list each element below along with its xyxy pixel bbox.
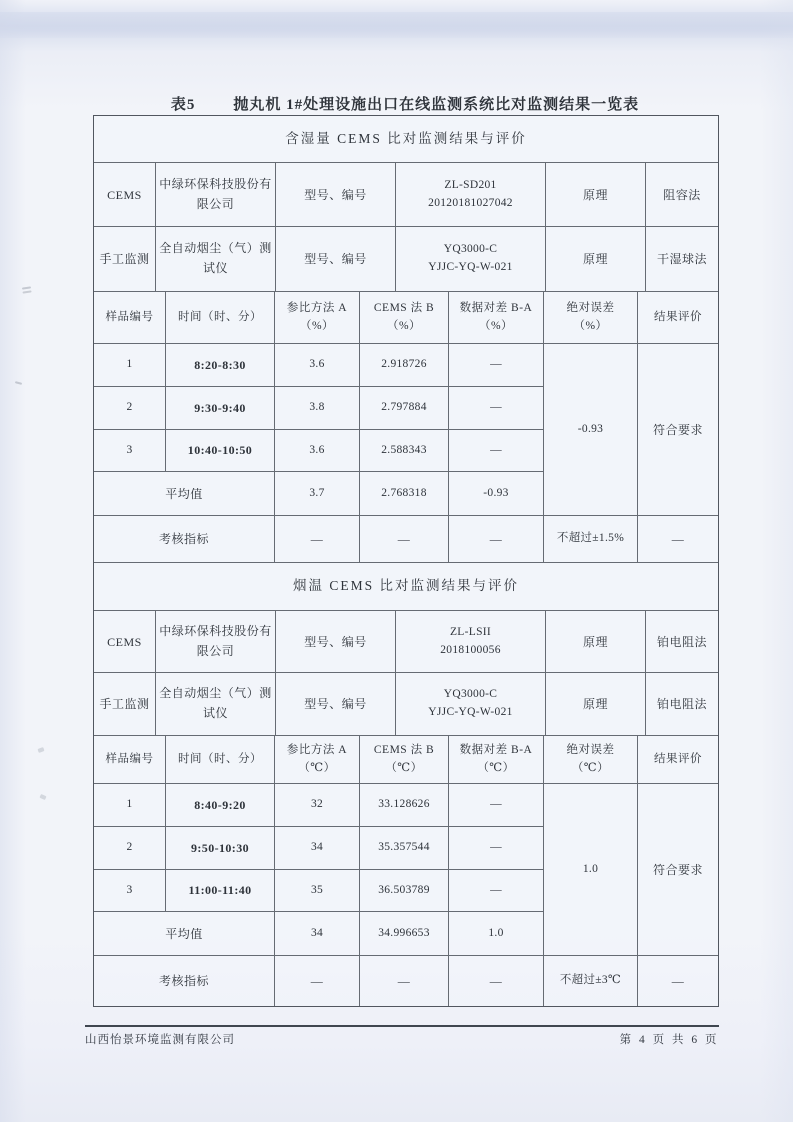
- data-row: [94, 430, 544, 473]
- model-line1: ZL-SD201: [444, 178, 497, 191]
- col-header-cems-method: [360, 292, 449, 343]
- data-row: [94, 784, 544, 827]
- cell-assessment-cems-b: —: [360, 956, 449, 1006]
- col-header-abs-error: [544, 736, 638, 783]
- col-header-data-diff: [449, 736, 544, 783]
- col-label: 绝对误差: [566, 744, 615, 757]
- col-header-cems-method: [360, 736, 449, 783]
- cell-ref-a: 32: [275, 784, 360, 826]
- column-header-row: [94, 736, 718, 784]
- cell-principle-label: 原理: [546, 611, 646, 672]
- assessment-row: [94, 956, 718, 1006]
- col-label: 绝对误差: [566, 302, 615, 315]
- footer-company: 山西怡景环境监测有限公司: [85, 1034, 235, 1046]
- col-unit: （℃）: [477, 761, 515, 774]
- equipment-row-cems: [94, 611, 718, 673]
- cell-cems-b: 2.588343: [360, 430, 449, 472]
- cell-abs-error-merged: -0.93: [544, 344, 638, 515]
- cell-system: CEMS: [94, 611, 156, 672]
- col-header-time: [166, 292, 275, 343]
- cell-model-serial: [396, 611, 546, 672]
- model-line1: YQ3000-C: [443, 243, 498, 256]
- equipment-row-manual: [94, 673, 718, 736]
- cell-assessment-result: —: [671, 974, 685, 988]
- cell-principle: 干湿球法: [656, 252, 707, 266]
- col-unit: （℃）: [298, 761, 336, 774]
- data-region: [94, 344, 718, 516]
- col-label: 结果评价: [654, 752, 702, 765]
- col-header-time: [166, 736, 275, 783]
- scan-smudge: [39, 794, 46, 800]
- cell-diff: —: [449, 387, 544, 429]
- col-label: 参比方法 A: [286, 302, 348, 315]
- cell-sample-no: 1: [94, 344, 166, 386]
- cell-model-serial: [396, 673, 546, 735]
- col-label: 参比方法 A: [286, 744, 348, 757]
- cell-assessment-criterion: 不超过±1.5%: [544, 516, 638, 562]
- scan-smudge: [37, 747, 44, 753]
- page-footer: [85, 1025, 719, 1047]
- model-line2: YJJC-YQ-W-021: [428, 706, 513, 718]
- cell-diff-avg: 1.0: [449, 912, 544, 955]
- cell-assessment-result: —: [671, 532, 685, 546]
- col-label: CEMS 法 B: [373, 744, 435, 757]
- cell-diff: —: [449, 827, 544, 869]
- data-rows-block: [94, 784, 544, 955]
- cell-evaluation-merged: 符合要求: [652, 862, 703, 877]
- data-row: [94, 344, 544, 387]
- table-title-text: 抛丸机 1#处理设施出口在线监测系统比对监测结果一览表: [233, 97, 640, 113]
- cell-ref-a-avg: 34: [275, 912, 360, 955]
- cell-model-label: 型号、编号: [276, 673, 396, 735]
- col-header-abs-error: [544, 292, 638, 343]
- cell-average-label: 平均值: [94, 912, 275, 955]
- col-header-evaluation: [638, 292, 718, 343]
- cell-sample-no: 3: [94, 430, 166, 472]
- model-line2: YJJC-YQ-W-021: [428, 261, 513, 273]
- col-unit: （%）: [478, 319, 514, 332]
- cell-principle: 铂电阻法: [656, 634, 707, 649]
- model-line1: ZL-LSII: [449, 625, 492, 638]
- equipment-row-manual: [94, 227, 718, 292]
- cell-diff: —: [449, 784, 544, 826]
- cell-assessment-diff: —: [449, 516, 544, 562]
- cell-cems-b-avg: 2.768318: [360, 472, 449, 515]
- data-row: [94, 827, 544, 870]
- cell-time: 9:30-9:40: [166, 387, 275, 429]
- cems-comparison-table: [93, 115, 719, 1007]
- scan-smudge: [15, 381, 22, 385]
- cell-vendor: 全自动烟尘（气）测试仪: [156, 227, 276, 291]
- cell-principle: 阻容法: [663, 187, 701, 202]
- col-label: 时间（时、分）: [178, 752, 262, 765]
- cell-system: 手工监测: [94, 673, 156, 735]
- cell-assessment-criterion: 不超过±3℃: [544, 956, 638, 1006]
- cell-time: 8:40-9:20: [166, 784, 275, 826]
- cell-assessment-label: 考核指标: [94, 956, 275, 1006]
- cell-vendor: 全自动烟尘（气）测试仪: [156, 673, 276, 735]
- data-rows-block: [94, 344, 544, 515]
- data-row: [94, 387, 544, 430]
- cell-ref-a: 35: [275, 870, 360, 912]
- col-label: 结果评价: [654, 310, 702, 323]
- col-unit: （%）: [299, 319, 335, 332]
- data-row: [94, 870, 544, 913]
- cell-abs-error-merged: 1.0: [544, 784, 638, 955]
- cell-model-label: 型号、编号: [276, 227, 396, 291]
- cell-sample-no: 1: [94, 784, 166, 826]
- section-header-row: [94, 116, 718, 163]
- cell-assessment-ref-a: —: [275, 956, 360, 1006]
- average-row: [94, 472, 544, 515]
- col-unit: （%）: [573, 319, 608, 332]
- cell-assessment-ref-a: —: [275, 516, 360, 562]
- cell-sample-no: 2: [94, 827, 166, 869]
- model-line1: YQ3000-C: [443, 688, 498, 701]
- cell-cems-b: 2.797884: [360, 387, 449, 429]
- cell-ref-a: 3.6: [275, 430, 360, 472]
- cell-ref-a: 3.8: [275, 387, 360, 429]
- cell-cems-b: 2.918726: [360, 344, 449, 386]
- cell-ref-a: 3.6: [275, 344, 360, 386]
- cell-time: 10:40-10:50: [166, 430, 275, 472]
- section-header-row: [94, 563, 718, 611]
- column-header-row: [94, 292, 718, 344]
- section-title: 含湿量 CEMS 比对监测结果与评价: [285, 130, 527, 146]
- equipment-row-cems: [94, 163, 718, 227]
- table-number: 表5: [170, 97, 196, 113]
- cell-diff: —: [449, 870, 544, 912]
- section-title: 烟温 CEMS 比对监测结果与评价: [292, 578, 519, 594]
- cell-model-label: 型号、编号: [276, 163, 396, 226]
- cell-ref-a: 34: [275, 827, 360, 869]
- cell-assessment-cems-b: —: [360, 516, 449, 562]
- col-label: CEMS 法 B: [373, 302, 435, 315]
- cell-sample-no: 3: [94, 870, 166, 912]
- cell-time: 9:50-10:30: [166, 827, 275, 869]
- col-header-evaluation: [638, 736, 718, 783]
- cell-assessment-label: 考核指标: [94, 516, 275, 562]
- col-label: 时间（时、分）: [178, 310, 262, 323]
- col-label: 样品编号: [105, 752, 154, 765]
- cell-cems-b: 36.503789: [360, 870, 449, 912]
- cell-principle: 铂电阻法: [656, 697, 707, 711]
- col-header-data-diff: [449, 292, 544, 343]
- col-header-ref-method: [275, 736, 360, 783]
- col-header-ref-method: [275, 292, 360, 343]
- cell-sample-no: 2: [94, 387, 166, 429]
- col-label: 数据对差 B-A: [459, 744, 533, 757]
- col-unit: （%）: [386, 319, 422, 332]
- model-line2: 20120181027042: [428, 196, 513, 209]
- page-title: [93, 93, 717, 114]
- cell-principle-label: 原理: [546, 227, 646, 291]
- data-region: [94, 784, 718, 956]
- cell-system: 手工监测: [94, 227, 156, 291]
- col-label: 样品编号: [105, 310, 154, 323]
- cell-cems-b: 33.128626: [360, 784, 449, 826]
- cell-system: CEMS: [94, 163, 156, 226]
- cell-cems-b: 35.357544: [360, 827, 449, 869]
- col-label: 数据对差 B-A: [459, 302, 533, 315]
- cell-assessment-diff: —: [449, 956, 544, 1006]
- cell-principle-label: 原理: [546, 673, 646, 735]
- cell-diff: —: [449, 344, 544, 386]
- average-row: [94, 912, 544, 955]
- cell-principle-label: 原理: [546, 163, 646, 226]
- cell-model-serial: [396, 227, 546, 291]
- cell-model-label: 型号、编号: [276, 611, 396, 672]
- cell-time: 8:20-8:30: [166, 344, 275, 386]
- scan-smudge: [22, 286, 31, 289]
- cell-ref-a-avg: 3.7: [275, 472, 360, 515]
- assessment-row: [94, 516, 718, 563]
- model-line2: 2018100056: [440, 643, 501, 656]
- col-unit: （℃）: [385, 761, 423, 774]
- col-header-sample-no: [94, 292, 166, 343]
- cell-diff-avg: -0.93: [449, 472, 544, 515]
- col-header-sample-no: [94, 736, 166, 783]
- cell-diff: —: [449, 430, 544, 472]
- scan-shading-band: [0, 12, 793, 38]
- cell-model-serial: [396, 163, 546, 226]
- cell-time: 11:00-11:40: [166, 870, 275, 912]
- cell-vendor: 中绿环保科技股份有限公司: [156, 163, 276, 226]
- col-unit: （℃）: [571, 761, 610, 774]
- cell-cems-b-avg: 34.996653: [360, 912, 449, 955]
- footer-page-number: 第 4 页 共 6 页: [619, 1034, 719, 1046]
- cell-average-label: 平均值: [94, 472, 275, 515]
- cell-evaluation-merged: 符合要求: [652, 422, 703, 437]
- cell-vendor: 中绿环保科技股份有限公司: [156, 611, 276, 672]
